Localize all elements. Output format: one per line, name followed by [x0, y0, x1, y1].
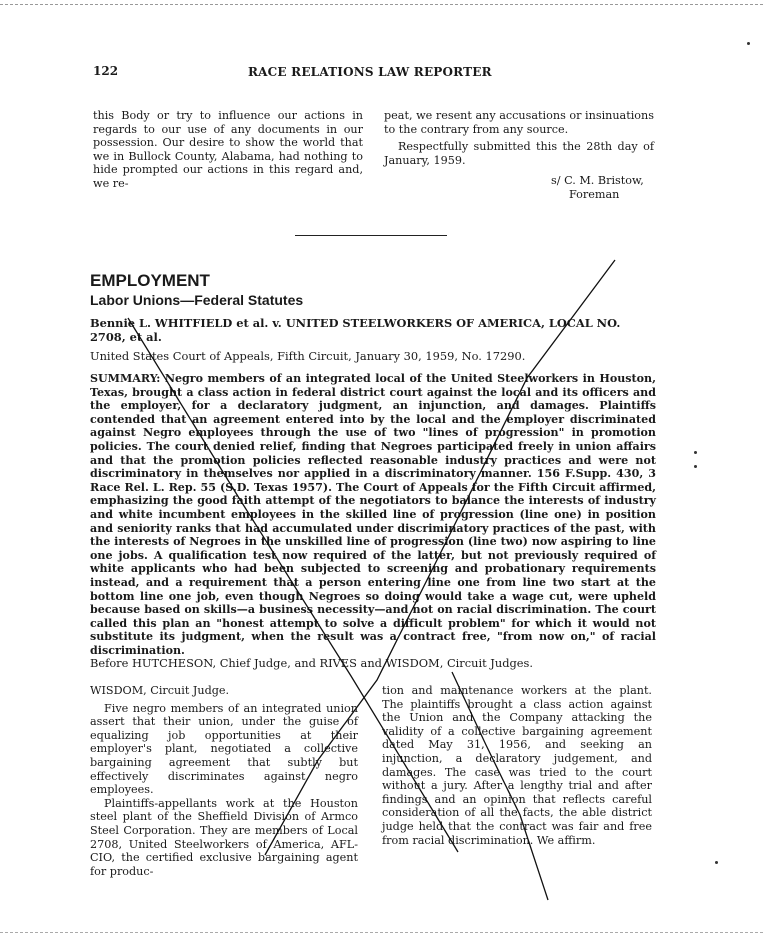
section-subtitle: Labor Unions—Federal Statutes — [90, 292, 304, 308]
opinion-paragraph: tion and maintenance workers at the plant. The plaintiffs brought a class action against the Union and the Company attacking the validity of a collective bargaining agreement dated May 31, 1956, and seeking an injunction, a declaratory judgement, and damages. The case was tried to the court without a jury. After a lengthy trial and after findings and an opinion that reflects careful consideration of all the facts, the able district judge held that the contract was fair and free from racial discrimination. We affirm. — [382, 684, 652, 847]
strike-line-right — [265, 260, 615, 855]
submitted-paragraph: Respectfully submitted this the 28th day of January, 1959. — [384, 140, 654, 167]
opinion-paragraph: Plaintiffs-appellants work at the Houston steel plant of the Sheffield Division of Armco Steel Corporation. They are members of Local 2708, United Steelworkers of America, AFL-CIO, the certified exclusive bargaining agent for produc- — [90, 796, 358, 878]
prior-left-paragraph: this Body or try to influence our actions in regards to our use of any documents in our possession. Our desire to show the world that we in Bullock County, Alabama, had nothing to hide prompted our actions in this regard and, we re- — [93, 109, 363, 190]
signature: s/ C. M. Bristow, — [551, 174, 644, 187]
page-number: 122 — [93, 64, 119, 78]
signature-title: Foreman — [569, 188, 620, 201]
strike-line-left — [128, 318, 458, 852]
before-judges: Before HUTCHESON, Chief Judge, and RIVES and WISDOM, Circuit Judges. — [90, 656, 534, 670]
summary-label: SUMMARY: — [90, 372, 161, 385]
strike-line-tail — [452, 672, 548, 900]
case-title: Bennie L. WHITFIELD et al. v. UNITED STEELWORKERS OF AMERICA, LOCAL NO. 2708, et al. — [90, 316, 621, 344]
court-citation: United States Court of Appeals, Fifth Circuit, January 30, 1959, No. 17290. — [90, 349, 526, 363]
summary-text: Negro members of an integrated local of the United Steelworkers in Houston, Texas, brought a class action in federal district court against the local and its officers and the employer, for a declaratory judgment, an injunction, and damages. Plaintiffs contended that an agreement entered into by the local and the employer discriminated against Negro employees through the use of two "lines of progression" in promotion policies. The court denied relief, finding that Negroes participated freely in union affairs and that the promotion policies reflected reasonable industry practices and were not discriminatory in themselves nor applied in a discriminatory manner. 156 F.Supp. 430, 3 Race Rel. L. Rep. 55 (S.D. Texas 1957). The Court of Appeals for the Fifth Circuit affirmed, emphasizing the good faith attempt of the negotiators to balance the interests of industry and white incumbent employees in the skilled line of progression (line one) in position and seniority ranks that had accumulated under discriminatory practices of the past, with the interests of Negroes in the unskilled line of progression (line two) now aspiring to line one jobs. A qualification test now required of the latter, but not previously required of white applicants who had been subjected to screening and probationary requirements instead, and a requirement that a person entering line one from line two start at the bottom line one job, even though Negroes so doing would take a wage cut, were upheld because based on skills—a business necessity—and not on racial discrimination. The court called this plan an "honest attempt to solve a difficult problem" for which it would not substitute its judgment, when the result was a contract free, "from now on," of racial discrimination. — [90, 372, 656, 657]
opinion-judge: WISDOM, Circuit Judge. — [90, 684, 230, 697]
opinion-paragraph: Five negro members of an integrated union assert that their union, under the guise of equalizing job opportunities at their employer's plant, negotiated a collective bargaining agreement that subtly but effectively discriminates against negro employees. — [90, 701, 358, 797]
section-title: EMPLOYMENT — [90, 271, 210, 290]
running-title: RACE RELATIONS LAW REPORTER — [248, 65, 492, 79]
prior-right-paragraph: peat, we resent any accusations or insinuations to the contrary from any source. — [384, 109, 654, 136]
